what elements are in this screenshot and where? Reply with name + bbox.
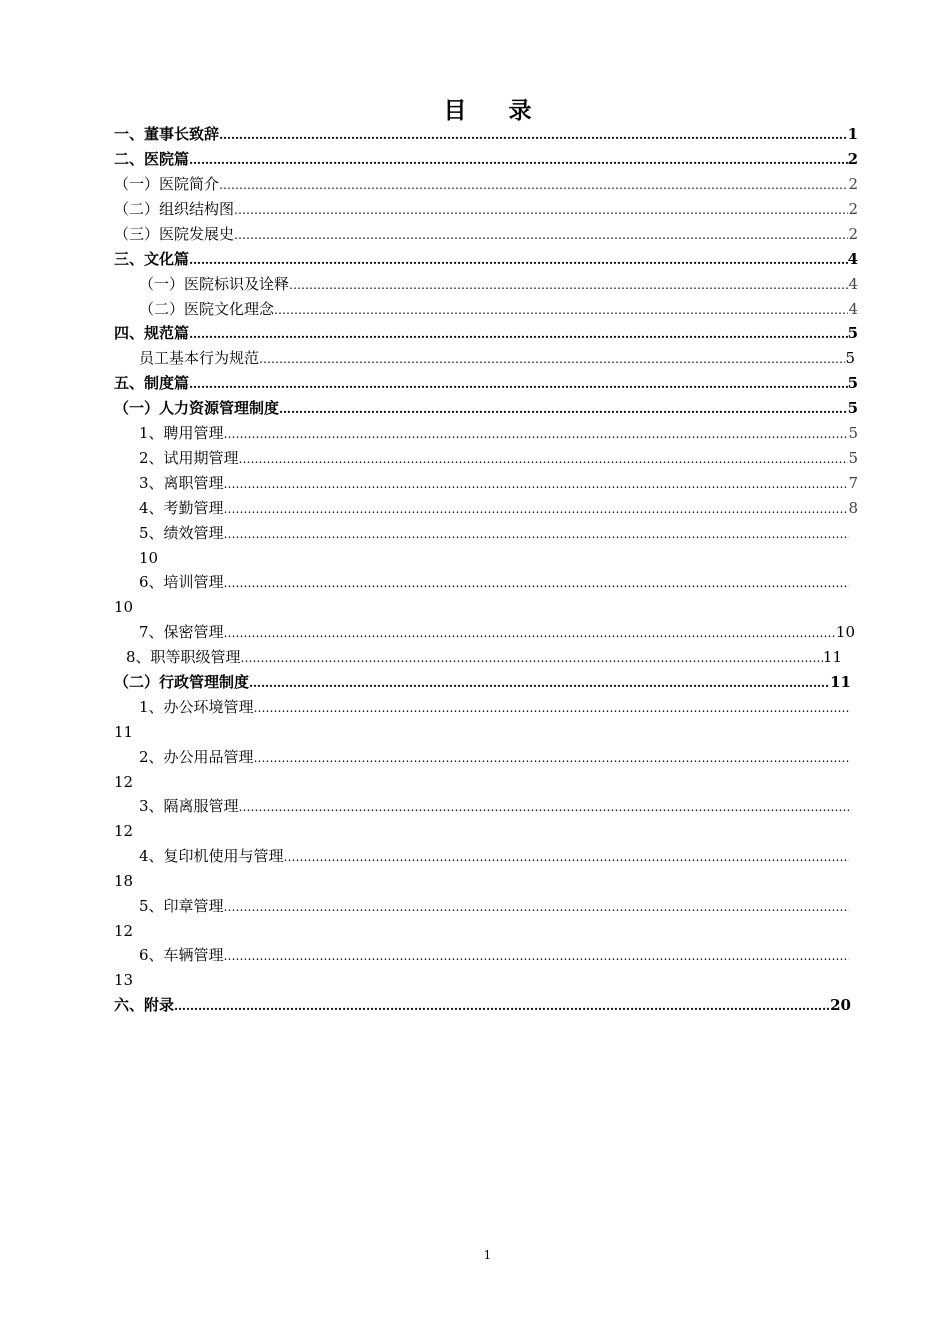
toc-entry[interactable]: 员工基本行为规范 …………………………………………………………………………………………………………………………………………………………………………………………………………………………………………………………… 5 bbox=[139, 347, 855, 369]
toc-entry[interactable]: 6、培训管理 …………………………………………………………………………………………………………………………………………………………………………………………………………………………………………………………… bbox=[139, 571, 849, 593]
toc-entry[interactable]: 2、办公用品管理 …………………………………………………………………………………………………………………………………………………………………………………………………………………………………………………………… bbox=[139, 746, 849, 768]
toc-entry[interactable]: 7、保密管理 …………………………………………………………………………………………………………………………………………………………………………………………………………………………………………………………… 10 bbox=[139, 621, 855, 643]
toc-entry[interactable]: 6、车辆管理 …………………………………………………………………………………………………………………………………………………………………………………………………………………………………………………………… bbox=[139, 944, 849, 966]
toc-page-number: 18 bbox=[114, 872, 134, 890]
toc-entry[interactable]: 4、考勤管理 …………………………………………………………………………………………………………………………………………………………………………………………………………………………………………………………… 8 bbox=[139, 497, 858, 519]
toc-entry[interactable]: （一）医院简介 …………………………………………………………………………………………………………………………………………………………………………………………………………………………………………………………… 2 bbox=[114, 173, 858, 195]
toc-entry[interactable]: 三、文化篇 …………………………………………………………………………………………………………………………………………………………………………………………………………………………………………………………… 4 bbox=[114, 248, 858, 270]
toc-entry[interactable]: 二、医院篇 …………………………………………………………………………………………………………………………………………………………………………………………………………………………………………………………… 2 bbox=[114, 148, 858, 170]
footer-page-number: 1 bbox=[483, 1248, 492, 1262]
toc-entry[interactable]: 四、规范篇 …………………………………………………………………………………………………………………………………………………………………………………………………………………………………………………………… 5 bbox=[114, 322, 858, 344]
toc-entry[interactable]: （一）医院标识及诠释 …………………………………………………………………………………………………………………………………………………………………………………………………………………………………………………………… 4 bbox=[139, 273, 858, 295]
toc-entry[interactable]: 2、试用期管理 …………………………………………………………………………………………………………………………………………………………………………………………………………………………………………………………… 5 bbox=[139, 447, 858, 469]
toc-entry[interactable]: （一）人力资源管理制度 …………………………………………………………………………………………………………………………………………………………………………………………………………………………………………………………… 5 bbox=[114, 397, 858, 419]
toc-page-number: 12 bbox=[114, 822, 134, 840]
toc-entry[interactable]: （三）医院发展史 …………………………………………………………………………………………………………………………………………………………………………………………………………………………………………………………… 2 bbox=[114, 223, 858, 245]
toc-entry[interactable]: （二）组织结构图 …………………………………………………………………………………………………………………………………………………………………………………………………………………………………………………………… 2 bbox=[114, 198, 858, 220]
toc-entry[interactable]: 5、印章管理 …………………………………………………………………………………………………………………………………………………………………………………………………………………………………………………………… bbox=[139, 895, 849, 917]
toc-page-number: 10 bbox=[114, 598, 134, 616]
toc-page-number: 10 bbox=[139, 549, 159, 567]
toc-page-number: 11 bbox=[114, 723, 134, 741]
toc-entry[interactable]: 六、附录 …………………………………………………………………………………………………………………………………………………………………………………………………………………………………………………………… 20 bbox=[114, 994, 851, 1016]
toc-entry[interactable]: 五、制度篇 …………………………………………………………………………………………………………………………………………………………………………………………………………………………………………………………… 5 bbox=[114, 372, 858, 394]
toc-entry[interactable]: 1、办公环境管理 …………………………………………………………………………………………………………………………………………………………………………………………………………………………………………………………… bbox=[139, 696, 849, 718]
page-title: 目 录 bbox=[443, 97, 532, 124]
toc-page-number: 13 bbox=[114, 971, 134, 989]
toc-page-number: 12 bbox=[114, 922, 134, 940]
toc-entry[interactable]: 8、职等职级管理 …………………………………………………………………………………………………………………………………………………………………………………………………………………………………………………………… 11 bbox=[126, 646, 842, 668]
toc-entry[interactable]: （二）行政管理制度 …………………………………………………………………………………………………………………………………………………………………………………………………………………………………………………………… 11 bbox=[114, 671, 851, 693]
toc-entry[interactable]: 1、聘用管理 …………………………………………………………………………………………………………………………………………………………………………………………………………………………………………………………… 5 bbox=[139, 422, 858, 444]
toc-entry[interactable]: 5、绩效管理 …………………………………………………………………………………………………………………………………………………………………………………………………………………………………………………………… bbox=[139, 522, 849, 544]
toc-entry[interactable]: （二）医院文化理念 …………………………………………………………………………………………………………………………………………………………………………………………………………………………………………………………… 4 bbox=[139, 298, 858, 320]
toc-entry[interactable]: 3、离职管理 …………………………………………………………………………………………………………………………………………………………………………………………………………………………………………………………… 7 bbox=[139, 472, 858, 494]
toc-entry[interactable]: 3、隔离服管理 …………………………………………………………………………………………………………………………………………………………………………………………………………………………………………………………… bbox=[139, 795, 849, 817]
toc-entry[interactable]: 4、复印机使用与管理 …………………………………………………………………………………………………………………………………………………………………………………………………………………………………………………………… bbox=[139, 845, 849, 867]
toc-entry[interactable]: 一、董事长致辞 …………………………………………………………………………………………………………………………………………………………………………………………………………………………………………………………… 1 bbox=[114, 123, 858, 145]
toc-page-number: 12 bbox=[114, 773, 134, 791]
